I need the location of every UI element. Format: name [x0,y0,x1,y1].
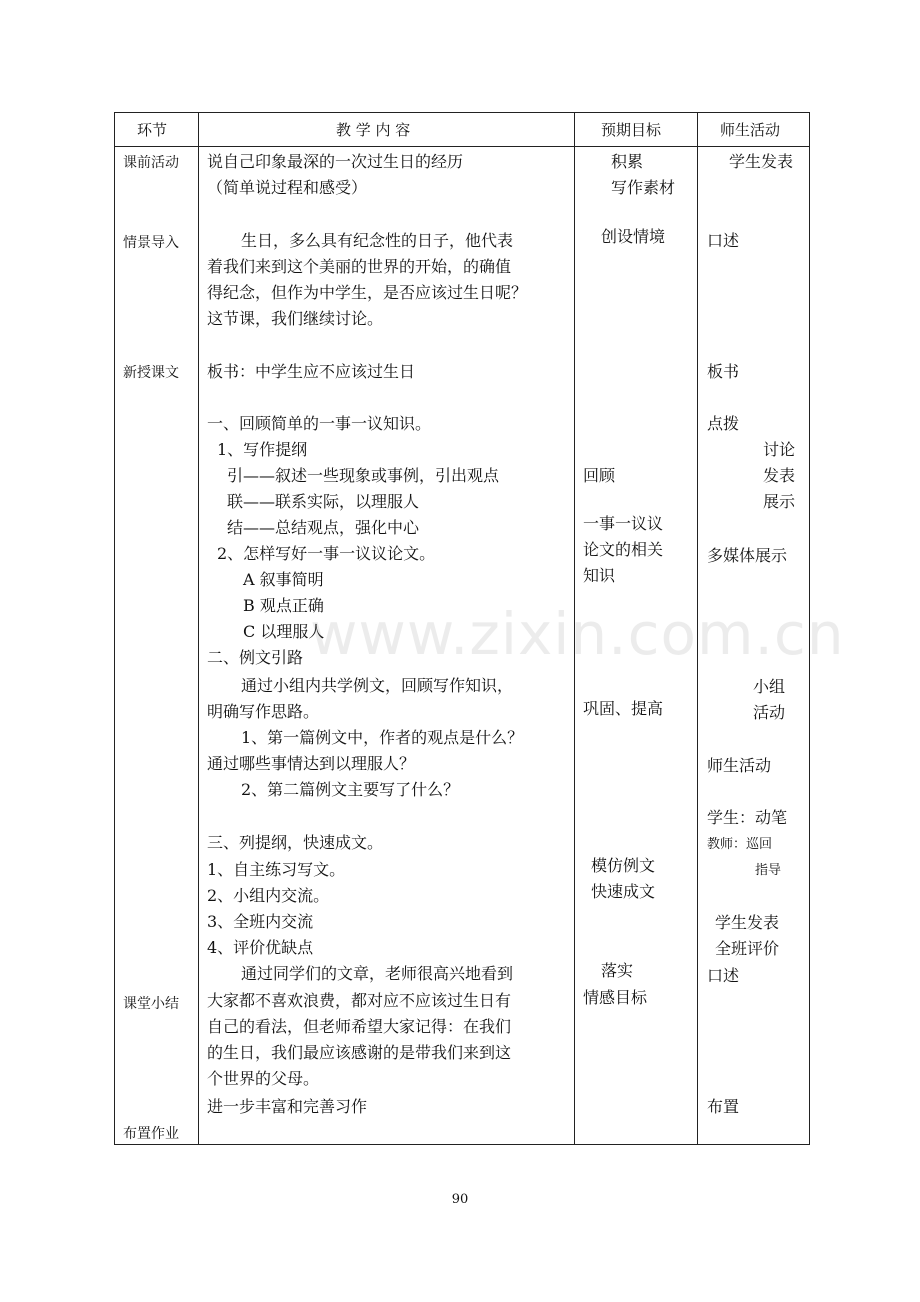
header-activity: 师生活动 [720,121,781,139]
goal-text: 落实 [601,961,634,980]
goal-text: 回顾 [583,466,616,485]
content-line: 2、小组内交流。 [207,886,330,905]
goal-text: 知识 [583,566,616,585]
column-divider [198,113,199,1144]
content-line: 通过同学们的文章，老师很高兴地看到 [241,964,514,983]
activity-text: 学生发表 [729,152,794,171]
goal-text: 快速成文 [591,882,656,901]
activity-text: 指导 [755,863,782,878]
activity-text: 口述 [707,231,740,250]
header-goal: 预期目标 [601,121,662,139]
goal-text: 创设情境 [601,227,666,246]
content-line: 明确写作思路。 [207,702,320,721]
content-line: A 叙事简明 [243,570,324,589]
header-content: 教 学 内 容 [336,121,411,139]
content-line: 3、全班内交流 [207,912,314,931]
activity-text: 学生发表 [715,913,780,932]
content-line: 生日，多么具有纪念性的日子，他代表 [241,231,514,250]
content-line: 得纪念，但作为中学生，是否应该过生日呢？ [207,283,528,302]
activity-text: 口述 [707,966,740,985]
content-line: 的生日，我们最应该感谢的是带我们来到这 [207,1043,512,1062]
header-stage: 环节 [137,121,168,139]
activity-text: 点拨 [707,414,740,433]
content-line: 1、写作提纲 [217,440,308,459]
content-line: 进一步丰富和完善习作 [207,1097,368,1116]
content-line: 自己的看法，但老师希望大家记得：在我们 [207,1017,512,1036]
content-line: 一、回顾简单的一事一议知识。 [207,414,432,433]
goal-text: 情感目标 [583,988,648,1007]
activity-text: 学生：动笔 [707,808,788,827]
activity-text: 多媒体展示 [707,546,788,565]
content-line: 说自己印象最深的一次过生日的经历 [207,152,464,171]
goal-text: 模仿例文 [591,856,656,875]
content-line: 1、第一篇例文中，作者的观点是什么？ [241,728,524,747]
content-line: B 观点正确 [243,596,324,615]
content-line: 2、第二篇例文主要写了什么？ [241,780,460,799]
stage-summary: 课堂小结 [123,996,179,1012]
content-line: 大家都不喜欢浪费，都对应不应该过生日有 [207,991,512,1010]
content-line: 三、列提纲，快速成文。 [207,833,384,852]
content-line: 板书：中学生应不应该过生日 [207,362,416,381]
content-line: 二、例文引路 [207,648,304,667]
content-line: 通过哪些事情达到以理服人？ [207,754,416,773]
content-line: 联——联系实际，以理服人 [227,492,420,511]
activity-text: 全班评价 [715,939,780,958]
stage-homework: 布置作业 [123,1126,179,1142]
activity-text: 布置 [707,1097,740,1116]
content-line: 结——总结观点，强化中心 [227,518,420,537]
goal-text: 一事一议议 [583,514,664,533]
content-line: 这节课，我们继续讨论。 [207,309,384,328]
goal-text: 写作素材 [611,178,676,197]
activity-text: 发表 [763,466,796,485]
content-line: 4、评价优缺点 [207,938,314,957]
goal-text: 巩固、提高 [583,699,664,718]
content-line: （简单说过程和感受） [207,178,368,197]
activity-text: 小组 [753,677,786,696]
activity-text: 板书 [707,362,740,381]
goal-text: 积累 [611,152,644,171]
activity-text: 展示 [763,492,796,511]
activity-text: 教师：巡回 [707,837,773,852]
header-divider [115,146,809,147]
content-line: 通过小组内共学例文，回顾写作知识， [241,676,514,695]
activity-text: 活动 [753,703,786,722]
stage-intro: 情景导入 [123,235,179,251]
content-line: 个世界的父母。 [207,1069,320,1088]
content-line: 1、自主练习写文。 [207,860,346,879]
goal-text: 论文的相关 [583,540,664,559]
content-line: 引——叙述一些现象或事例，引出观点 [227,466,500,485]
content-line: 2、怎样写好一事一议议论文。 [217,544,436,563]
stage-new-lesson: 新授课文 [123,365,179,381]
content-line: 着我们来到这个美丽的世界的开始，的确值 [207,257,512,276]
activity-text: 讨论 [763,440,796,459]
content-line: C 以理服人 [243,622,325,641]
watermark: www.zixin.com.cn [310,600,845,668]
activity-text: 师生活动 [707,756,772,775]
stage-pre-class: 课前活动 [123,155,179,171]
page-number: 90 [451,1192,469,1207]
